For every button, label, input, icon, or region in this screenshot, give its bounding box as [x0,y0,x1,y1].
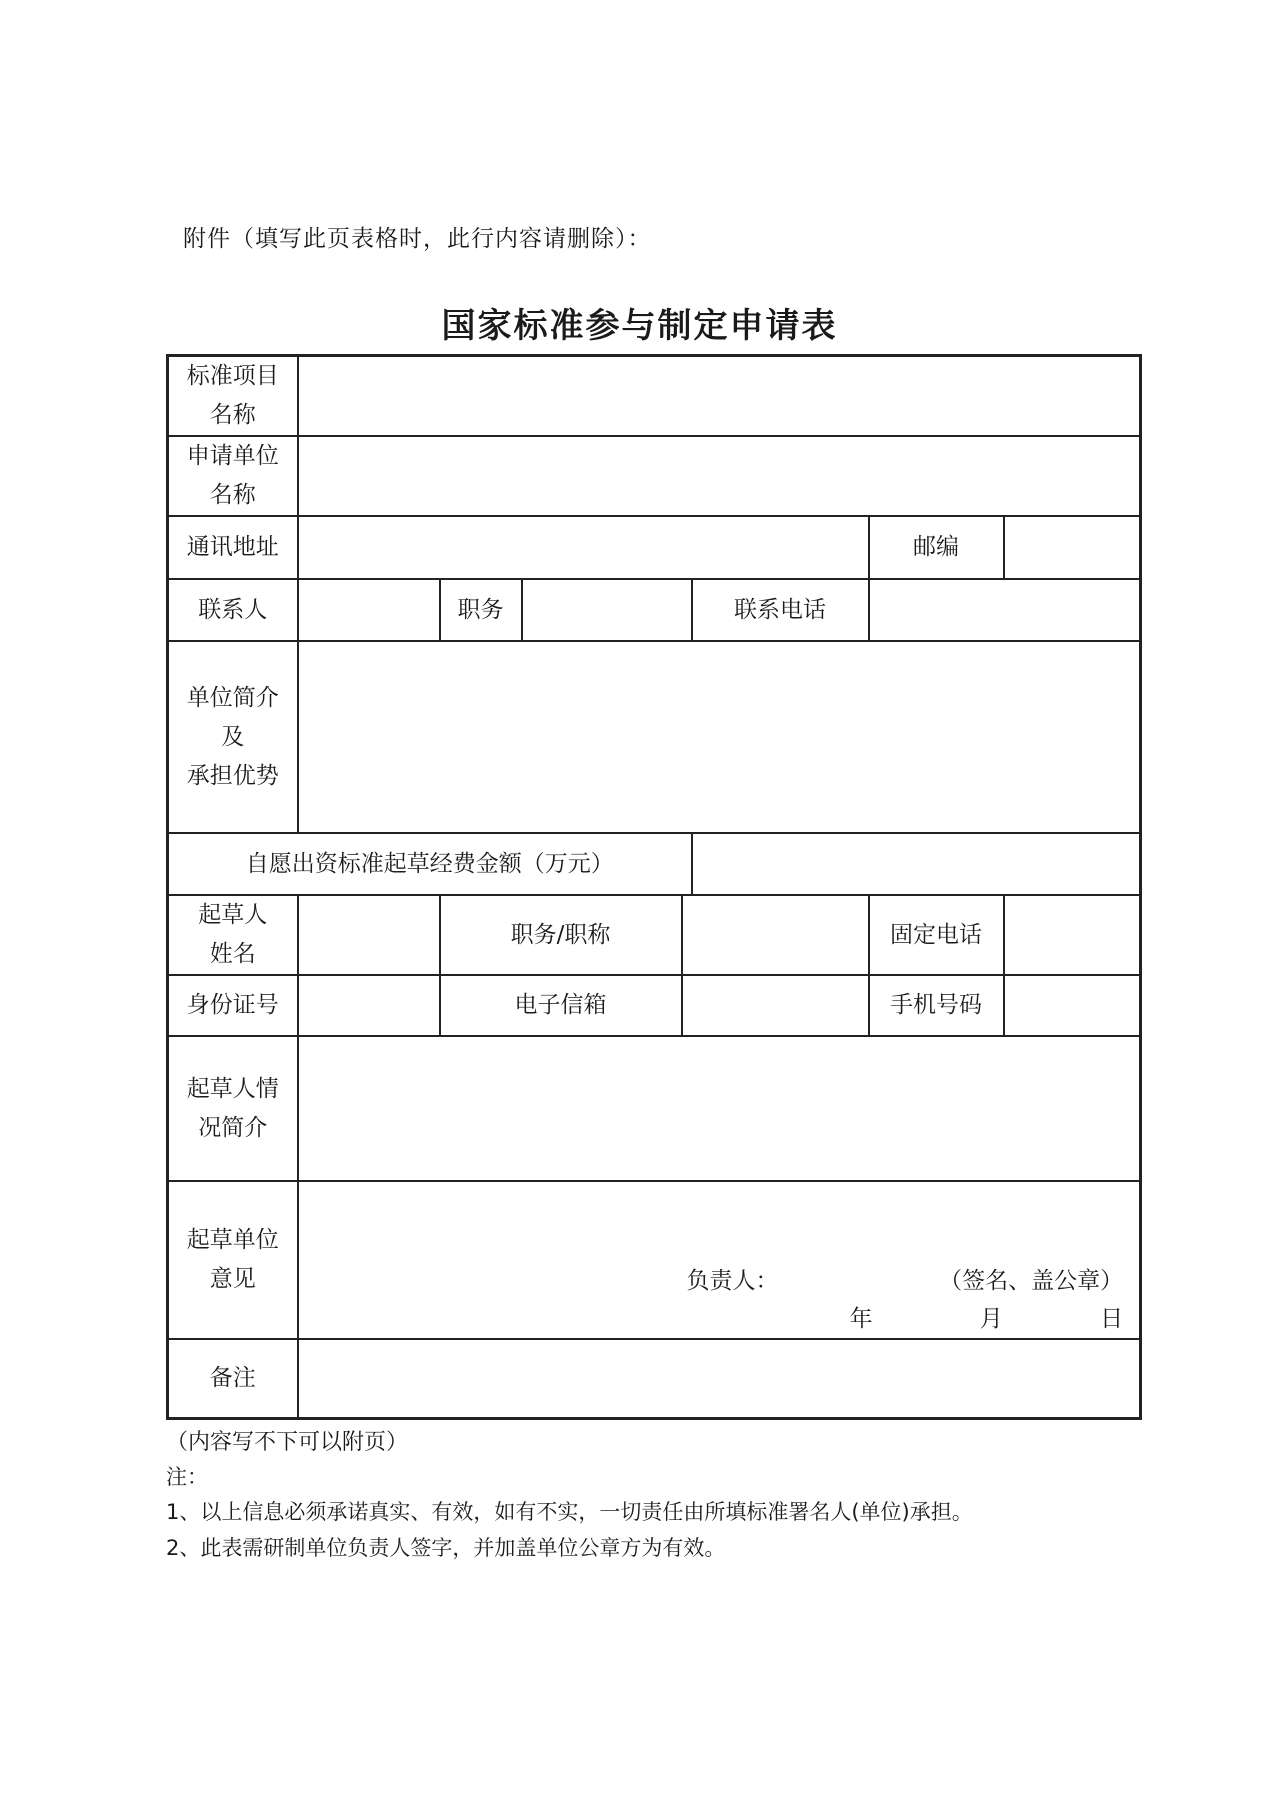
drafting-unit-opinion-field[interactable] [298,1181,1141,1339]
position-field[interactable] [522,579,692,641]
drafter-intro-field[interactable] [298,1036,1141,1181]
position-label: 职务 [440,579,522,641]
attachment-note: 附件（填写此页表格时，此行内容请删除）： [183,226,652,252]
postcode-label: 邮编 [869,516,1004,579]
email-field[interactable] [682,975,869,1036]
mobile-field[interactable] [1004,975,1141,1036]
project-name-field[interactable] [298,356,1141,437]
drafter-title-field[interactable] [682,895,869,975]
date-line [779,1300,1123,1339]
form-title: 国家标准参与制定申请表 [441,306,838,346]
address-label: 通讯地址 [168,516,298,579]
postcode-field[interactable] [1004,516,1141,579]
drafter-name-field[interactable] [298,895,440,975]
signature-note: （签名、盖公章） [939,1268,1124,1294]
funding-label: 自愿出资标准起草经费金额（万元） [168,833,692,895]
id-number-field[interactable] [298,975,440,1036]
applicant-unit-field[interactable] [298,436,1141,516]
mobile-label: 手机号码 [869,975,1004,1036]
contact-label: 联系人 [168,579,298,641]
address-field[interactable] [298,516,869,579]
contact-phone-field[interactable] [869,579,1141,641]
contact-field[interactable] [298,579,440,641]
continue-note: （内容写不下可以附页） [166,1430,409,1455]
landline-label: 固定电话 [869,895,1004,975]
date-day: 日 [1100,1306,1124,1332]
applicant-unit-label: 申请单位 名称 [168,436,298,516]
drafter-title-label: 职务/职称 [440,895,682,975]
drafting-unit-opinion-label: 起草单位 意见 [168,1181,298,1339]
drafter-intro-label: 起草人情 况简介 [168,1036,298,1181]
funding-field[interactable] [692,833,1141,895]
date-year: 年 [849,1306,873,1332]
remarks-label: 备注 [168,1339,298,1418]
note-2: 2、此表需研制单位负责人签字，并加盖单位公章方为有效。 [166,1536,726,1560]
unit-intro-label: 单位简介 及 承担优势 [168,641,298,833]
drafter-name-label: 起草人 姓名 [168,895,298,975]
contact-phone-label: 联系电话 [692,579,869,641]
application-form-table [166,354,1142,1420]
date-month: 月 [979,1306,1003,1332]
project-name-label: 标准项目 名称 [168,356,298,437]
note-1: 1、以上信息必须承诺真实、有效，如有不实，一切责任由所填标准署名人(单位)承担。 [166,1500,973,1524]
email-label: 电子信箱 [440,975,682,1036]
landline-field[interactable] [1004,895,1141,975]
unit-intro-field[interactable] [298,641,1141,833]
note-heading: 注： [166,1465,208,1489]
responsible-person-label: 负责人： [686,1268,779,1294]
id-number-label: 身份证号 [168,975,298,1036]
remarks-field[interactable] [298,1339,1141,1418]
